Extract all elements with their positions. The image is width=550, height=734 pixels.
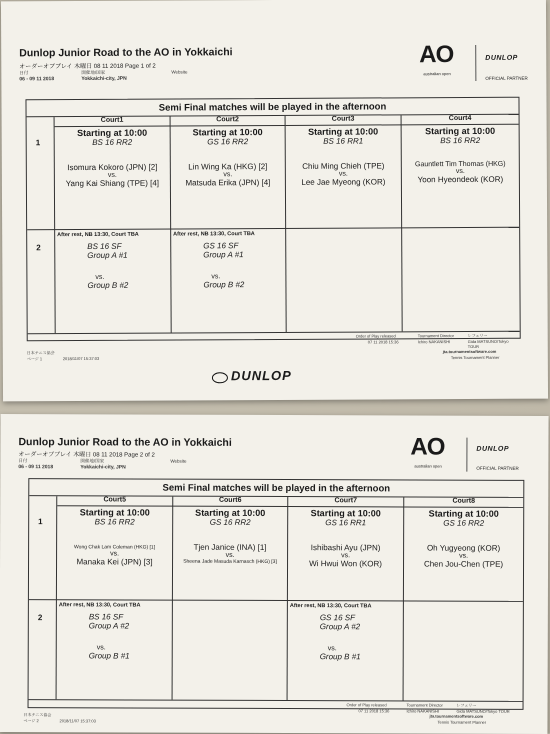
tournament-director-label: Tournament Director	[417, 333, 454, 339]
row-number-2: 2	[36, 243, 41, 253]
official-partner-label: OFFICIAL PARTNER	[485, 75, 528, 81]
date-value: 06 - 09 11 2018	[19, 76, 55, 83]
sheet-subtitle: オーダーオブプレイ 木曜日 08 11 2018 Page 2 of 2	[18, 452, 155, 459]
court-header-7: Court7	[288, 497, 404, 507]
match-cell	[55, 128, 170, 189]
match-cell	[286, 126, 401, 187]
court-header-3: Court3	[286, 115, 402, 126]
player-1: Lin Wing Ka (HKG) [2]	[188, 162, 268, 172]
court-header-5: Court5	[57, 496, 173, 506]
event-code: GS 16 SF	[319, 613, 355, 623]
group-slot-1: Group A #2	[88, 621, 130, 631]
versus-label: vs.	[327, 645, 337, 653]
official-partner-label: OFFICIAL PARTNER	[476, 465, 519, 471]
date-value: 06 - 09 11 2018	[18, 464, 54, 471]
versus-label: vs.	[455, 168, 465, 176]
order-released-label: Order of Play released	[346, 702, 387, 708]
group-slot-1: Group A #1	[87, 250, 128, 260]
event-code: GS 16 RR2	[209, 517, 251, 527]
player-2: Lee Jae Myeong (KOR)	[301, 177, 386, 187]
tournament-title: Dunlop Junior Road to the AO in Yokkaichi	[19, 46, 233, 60]
event-code: BS 16 SF	[87, 241, 122, 251]
footer-association: 日本テニス協会	[26, 350, 55, 356]
match-cell	[402, 126, 519, 185]
ao-logo: AO	[419, 41, 454, 69]
match-cell	[57, 507, 172, 566]
player-1: Oh Yugyeong (KOR)	[426, 543, 501, 553]
event-code: BS 16 RR1	[323, 136, 364, 146]
court-header-1: Court1	[55, 117, 171, 128]
ao-logo: AO	[410, 433, 445, 461]
versus-label: vs.	[225, 551, 235, 559]
versus-label: vs.	[107, 171, 117, 179]
logo-divider	[466, 438, 467, 472]
logo-divider	[475, 45, 476, 81]
player-2: Matsuda Erika (JPN) [4]	[185, 178, 271, 188]
group-slot-2: Group B #2	[203, 280, 245, 290]
event-code: GS 16 RR2	[207, 137, 249, 147]
sheet-subtitle: オーダーオブプレイ 木曜日 08 11 2018 Page 1 of 2	[19, 63, 156, 71]
order-of-play-sheet-2	[0, 414, 549, 734]
after-rest-note: After rest, NB 13:30, Court TBA	[58, 602, 141, 609]
tournament-director-value: Ichiro NAKANISHI	[406, 708, 439, 714]
dunlop-logo-small: DUNLOP	[476, 445, 510, 453]
start-time: Starting at 10:00	[77, 127, 148, 139]
footer-site: jta.tournamentsoftware.com	[429, 713, 484, 719]
footer-planner: Tennis Tournament Planner	[450, 354, 500, 361]
row-divider	[29, 699, 523, 702]
venue-block	[81, 70, 126, 82]
match-cell	[173, 231, 285, 290]
tournament-director-label: Tournament Director	[406, 702, 443, 708]
versus-label: vs.	[96, 644, 106, 652]
footer-planner: Tennis Tournament Planner	[437, 719, 487, 725]
dunlop-logo-large: DUNLOP	[230, 367, 292, 384]
venue-block	[80, 458, 125, 470]
schedule-banner: Semi Final matches will be played in the afternoon	[29, 479, 523, 498]
start-time: Starting at 10:00	[195, 507, 266, 518]
date-label: 日付	[19, 70, 29, 76]
player-1: Wong Chak Lam Coleman (HKG) [1]	[74, 544, 156, 551]
group-slot-1: Group A #1	[203, 250, 244, 260]
match-cell	[290, 603, 402, 661]
row-divider	[27, 227, 519, 231]
start-time: Starting at 10:00	[428, 508, 499, 519]
court-header-6: Court6	[173, 497, 288, 507]
row-number-2: 2	[37, 613, 43, 623]
after-rest-note: After rest, NB 13:30, Court TBA	[173, 231, 255, 238]
start-time: Starting at 10:00	[192, 127, 263, 138]
player-2: Yoon Hyeondeok (KOR)	[417, 174, 504, 185]
player-1: Ishibashi Ayu (JPN)	[310, 543, 381, 553]
row-number-1: 1	[35, 138, 41, 148]
court-header-2: Court2	[171, 116, 286, 127]
start-time: Starting at 10:00	[79, 507, 150, 518]
tournament-director-value: Ichiro NAKANISHI	[417, 339, 451, 345]
dunlop-logo-small: DUNLOP	[485, 54, 518, 62]
event-code: BS 16 RR2	[440, 135, 481, 146]
court-header-8: Court8	[404, 497, 523, 507]
event-code: GS 16 RR2	[443, 518, 485, 528]
order-released-value: 07 11 2018 15:36	[367, 339, 399, 345]
group-slot-2: Group B #2	[87, 280, 129, 290]
event-code: BS 16 SF	[88, 612, 124, 622]
match-cell	[57, 232, 169, 291]
after-rest-note: After rest, NB 13:30, Court TBA	[57, 231, 139, 239]
player-2: Chen Jou-Chen (TPE)	[423, 559, 504, 569]
match-cell	[288, 508, 403, 568]
player-1: Isomura Kokoro (JPN) [2]	[67, 162, 158, 173]
row-number-column	[27, 117, 56, 333]
versus-label: vs.	[459, 552, 469, 560]
start-time: Starting at 10:00	[308, 126, 379, 137]
ao-logo-subtext: australian open	[423, 71, 451, 77]
row-number-1: 1	[38, 517, 43, 527]
schedule-grid	[28, 478, 525, 714]
venue-value: Yokkaichi-city, JPN	[81, 75, 127, 83]
schedule-banner: Semi Final matches will be played in the afternoon	[26, 98, 518, 118]
date-block	[19, 70, 54, 82]
date-block	[18, 458, 53, 470]
versus-label: vs.	[110, 550, 120, 558]
player-2: Yang Kai Shiang (TPE) [4]	[65, 178, 160, 189]
player-1: Tjen Janice (INA) [1]	[193, 542, 267, 552]
versus-label: vs.	[211, 273, 221, 281]
versus-label: vs.	[223, 171, 233, 179]
match-cell	[404, 508, 523, 568]
website-label: Website	[170, 458, 187, 464]
footer-association: 日本テニス協会	[23, 712, 52, 718]
referee-label: レフェリー	[467, 332, 488, 338]
website-label: Website	[171, 69, 188, 75]
versus-label: vs.	[95, 273, 105, 281]
event-code: GS 16 SF	[203, 241, 239, 251]
footer-page: ページ 2	[23, 718, 39, 724]
match-cell	[59, 602, 171, 660]
referee-value: Gida MATSUNO/Tokyo TOUR	[467, 338, 509, 349]
group-slot-2: Group B #1	[319, 652, 361, 662]
date-label: 日付	[18, 458, 28, 464]
player-2: Wi Hwui Won (KOR)	[309, 559, 382, 569]
footer-page: ページ 1	[26, 356, 43, 362]
referee-value: Gida MATSUNO/Tokyo TOUR	[456, 708, 510, 714]
player-2: Manaka Kei (JPN) [3]	[76, 557, 153, 567]
ao-logo-subtext: australian open	[414, 463, 442, 469]
after-rest-note: After rest, NB 13:30, Court TBA	[289, 603, 372, 610]
player-2: Sheena Jade Masuda Karnasch (HKG) [3]	[183, 558, 277, 566]
footer-site: jta.tournamentsoftware.com	[442, 348, 497, 355]
start-time: Starting at 10:00	[425, 125, 496, 137]
start-time: Starting at 10:00	[310, 508, 381, 519]
row-number-column	[29, 496, 58, 699]
event-code: BS 16 RR2	[92, 137, 133, 147]
court-header-4: Court4	[402, 115, 519, 126]
group-slot-1: Group A #2	[319, 622, 361, 632]
versus-label: vs.	[341, 552, 351, 560]
referee-label: レフェリー	[456, 702, 477, 708]
match-cell	[173, 508, 287, 565]
dunlop-flying-d-icon	[212, 372, 228, 383]
event-code: BS 16 RR2	[94, 517, 135, 527]
venue-value: Yokkaichi-city, JPN	[80, 464, 126, 471]
match-cell	[171, 127, 285, 188]
player-1: Gauntlett Tim Thomas (HKG)	[415, 160, 506, 169]
order-released-value: 07 11 2018 15:36	[358, 708, 390, 714]
order-of-play-sheet-1	[1, 0, 548, 401]
event-code: GS 16 RR1	[325, 518, 367, 528]
group-slot-2: Group B #1	[88, 651, 130, 661]
player-1: Chiu Ming Chieh (TPE)	[302, 161, 385, 171]
venue-label: 開催地/国家	[81, 69, 106, 76]
tournament-title: Dunlop Junior Road to the AO in Yokkaichi	[18, 436, 232, 449]
versus-label: vs.	[338, 170, 348, 178]
footer-print-time: 2018/11/07 15:37:03	[62, 355, 100, 362]
venue-label: 開催地/国家	[80, 458, 105, 464]
footer-print-time: 2018/11/07 15:37:03	[59, 718, 96, 724]
schedule-grid	[25, 97, 520, 349]
order-released-label: Order of Play released	[355, 333, 396, 339]
